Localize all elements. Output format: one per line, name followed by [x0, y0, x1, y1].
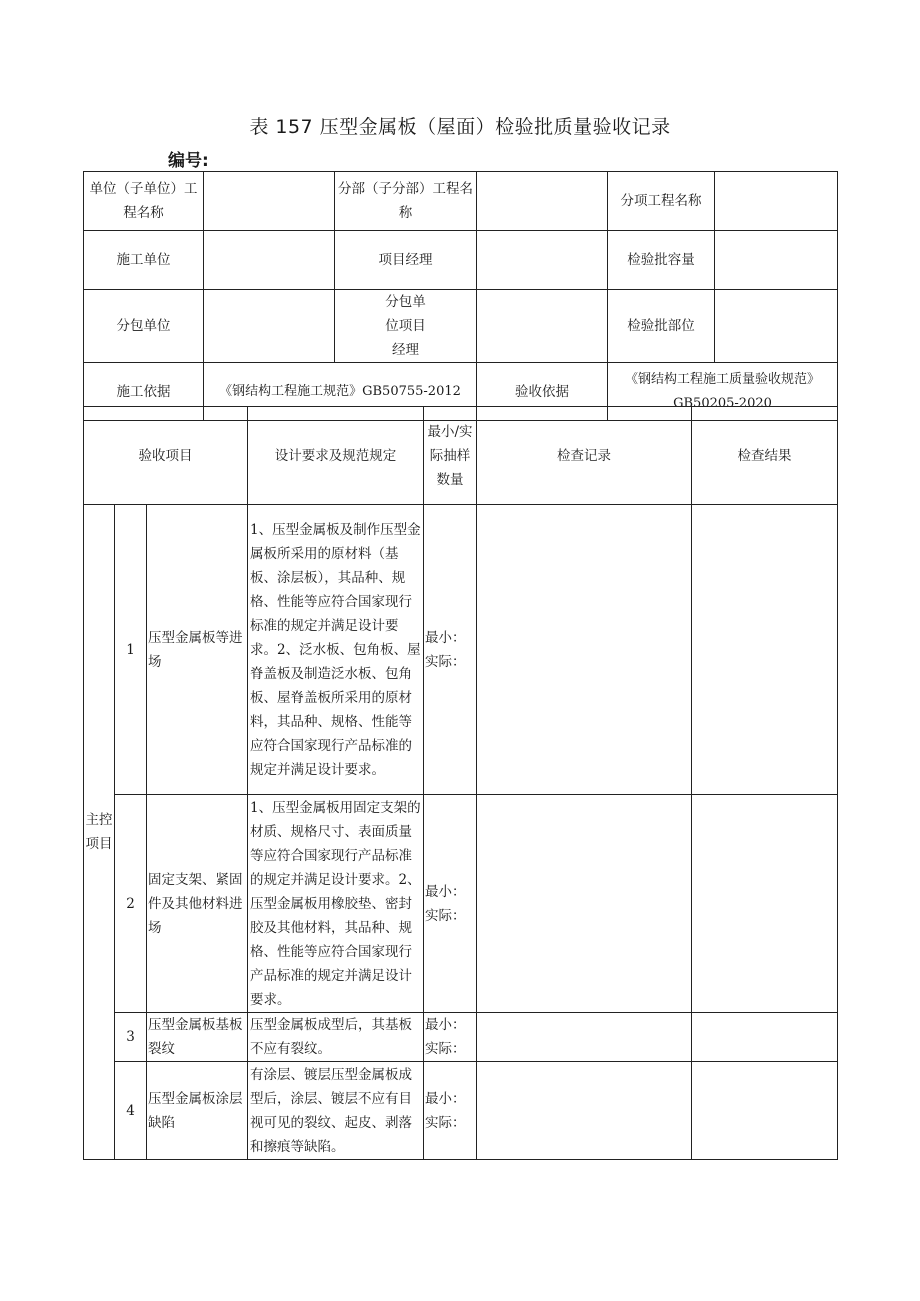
row-sample: 最小：实际： [424, 795, 477, 1013]
row-sample: 最小：实际： [424, 505, 477, 795]
location-value-field[interactable] [715, 290, 838, 363]
sub-pm-value-field[interactable] [477, 290, 608, 363]
row-number: 3 [115, 1013, 147, 1062]
sub-pm-label: 分包单位项目经理 [335, 290, 477, 363]
accept-basis-value: 《钢结构工程施工质量验收规范》GB50205-2020 [608, 363, 838, 421]
row-number: 1 [115, 505, 147, 795]
header-sample: 最小/实际抽样数量 [424, 407, 477, 505]
pm-value-field[interactable] [477, 231, 608, 290]
row-record-field[interactable] [477, 795, 692, 1013]
contractor-label: 施工单位 [84, 231, 204, 290]
row-item: 压型金属板涂层缺陷 [147, 1062, 248, 1160]
row-sample: 最小：实际： [424, 1062, 477, 1160]
subitem-label: 分项工程名称 [608, 172, 715, 231]
row-item: 压型金属板等进场 [147, 505, 248, 795]
doc-number-label: 编号: [168, 151, 209, 171]
subcontractor-value-field[interactable] [204, 290, 335, 363]
info-table [83, 171, 838, 421]
row-item: 固定支架、紧固件及其他材料进场 [147, 795, 248, 1013]
row-result-field[interactable] [692, 795, 838, 1013]
contractor-value-field[interactable] [204, 231, 335, 290]
header-requirement: 设计要求及规范规定 [248, 407, 424, 505]
row-record-field[interactable] [477, 505, 692, 795]
basis-value: 《钢结构工程施工规范》GB50755-2012 [204, 363, 477, 421]
row-number: 4 [115, 1062, 147, 1160]
pm-label: 项目经理 [335, 231, 477, 290]
capacity-value-field[interactable] [715, 231, 838, 290]
unit-label: 单位（子单位）工程名称 [84, 172, 204, 231]
row-number: 2 [115, 795, 147, 1013]
row-result-field[interactable] [692, 505, 838, 795]
row-item: 压型金属板基板裂纹 [147, 1013, 248, 1062]
division-label: 分部（子分部）工程名称 [335, 172, 477, 231]
row-sample: 最小：实际： [424, 1013, 477, 1062]
subitem-value-field[interactable] [715, 172, 838, 231]
header-record: 检查记录 [477, 407, 692, 505]
row-result-field[interactable] [692, 1062, 838, 1160]
location-label: 检验批部位 [608, 290, 715, 363]
row-record-field[interactable] [477, 1062, 692, 1160]
row-record-field[interactable] [477, 1013, 692, 1062]
unit-value-field[interactable] [204, 172, 335, 231]
basis-label: 施工依据 [84, 363, 204, 421]
row-requirement: 1、压型金属板及制作压型金属板所采用的原材料（基板、涂层板），其品种、规格、性能等应符合国家现行标准的规定并满足设计要求。2、泛水板、包角板、屋脊盖板及制造泛水板、包角板、屋脊盖板所采用的原材料，其品种、规格、性能等应符合国家现行产品标准的规定并满足设计要求。 [248, 505, 424, 795]
inspection-table [83, 406, 838, 1160]
capacity-label: 检验批容量 [608, 231, 715, 290]
row-result-field[interactable] [692, 1013, 838, 1062]
row-requirement: 有涂层、镀层压型金属板成型后，涂层、镀层不应有目视可见的裂纹、起皮、剥落和擦痕等缺陷。 [248, 1062, 424, 1160]
accept-basis-label: 验收依据 [477, 363, 608, 421]
row-requirement: 压型金属板成型后，其基板不应有裂纹。 [248, 1013, 424, 1062]
group-label-main-control: 主控项目 [84, 505, 115, 1160]
document-title: 表 157 压型金属板（屋面）检验批质量验收记录 [249, 116, 671, 138]
header-result: 检查结果 [692, 407, 838, 505]
subcontractor-label: 分包单位 [84, 290, 204, 363]
header-item: 验收项目 [84, 407, 248, 505]
row-requirement: 1、压型金属板用固定支架的材质、规格尺寸、表面质量等应符合国家现行产品标准的规定并满足设计要求。2、压型金属板用橡胶垫、密封胶及其他材料，其品种、规格、性能等应符合国家现行产品标准的规定并满足设计要求。 [248, 795, 424, 1013]
division-value-field[interactable] [477, 172, 608, 231]
